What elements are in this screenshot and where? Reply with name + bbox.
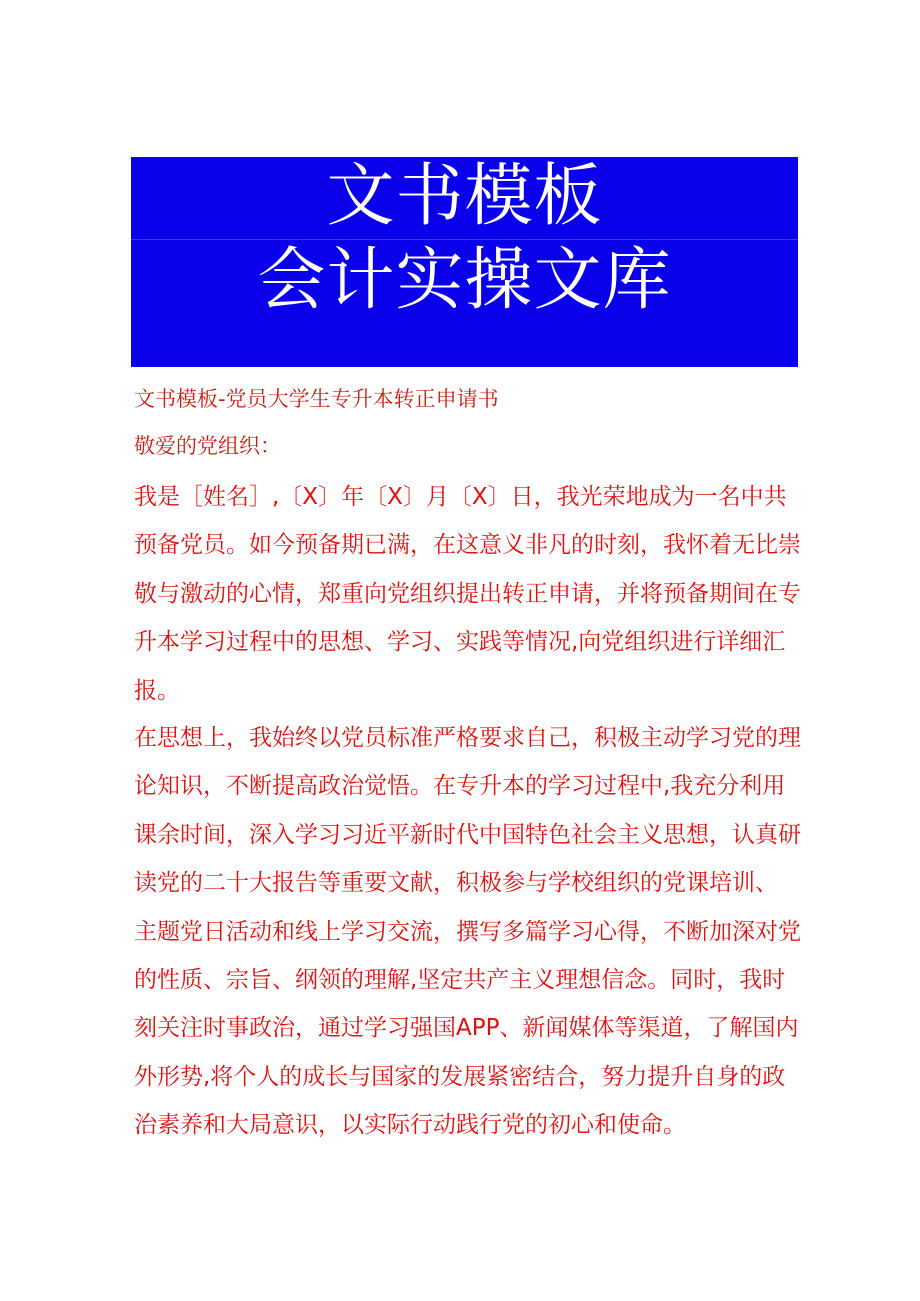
paragraph-line: 我是［姓名］,〔X〕年〔X〕月〔X〕日，我光荣地成为一名中共	[134, 484, 787, 510]
salutation: 敬爱的党组织：	[134, 434, 281, 458]
paragraph-line: 论知识，不断提高政治觉悟。在专升本的学习过程中,我充分利用	[134, 773, 786, 800]
banner-subtitle: 会计实操文库	[257, 241, 672, 320]
paragraph-line: 的性质、宗旨、纲领的理解,坚定共产主义理想信念。同时，我时	[134, 966, 786, 993]
paragraph-line: 外形势,将个人的成长与国家的发展紧密结合，努力提升自身的政	[134, 1063, 786, 1090]
paragraph-line: 课余时间，深入学习习近平新时代中国特色社会主义思想，认真研	[134, 821, 801, 848]
paragraph-line: 治素养和大局意识，以实际行动践行党的初心和使命。	[134, 1112, 686, 1139]
paragraph-line: 敬与激动的心情，郑重向党组织提出转正申请，并将预备期间在专	[134, 580, 801, 607]
document-title: 文书模板-党员大学生专升本转正申请书	[134, 387, 499, 411]
paragraph-line: 升本学习过程中的思想、学习、实践等情况,向党组织进行详细汇	[134, 629, 786, 656]
paragraph-line: 在思想上，我始终以党员标准严格要求自己，积极主动学习党的理	[134, 725, 801, 751]
banner-divider	[131, 239, 798, 240]
paragraph-line: 主题党日活动和线上学习交流，撰写多篇学习心得，不断加深对党	[134, 918, 801, 945]
paragraph-2	[134, 714, 804, 1150]
paragraph-line: 读党的二十大报告等重要文献，积极参与学校组织的党课培训、	[134, 870, 778, 897]
paragraph-line: 刻关注时事政治，通过学习强国APP、新闻媒体等渠道，了解国内	[134, 1015, 799, 1042]
paragraph-line: 报。	[134, 677, 180, 704]
paragraph-line: 预备党员。如今预备期已满，在这意义非凡的时刻，我怀着无比崇	[134, 532, 801, 559]
paragraph-1	[134, 473, 804, 715]
header-banner	[131, 157, 798, 367]
banner-title: 文书模板	[326, 157, 603, 236]
